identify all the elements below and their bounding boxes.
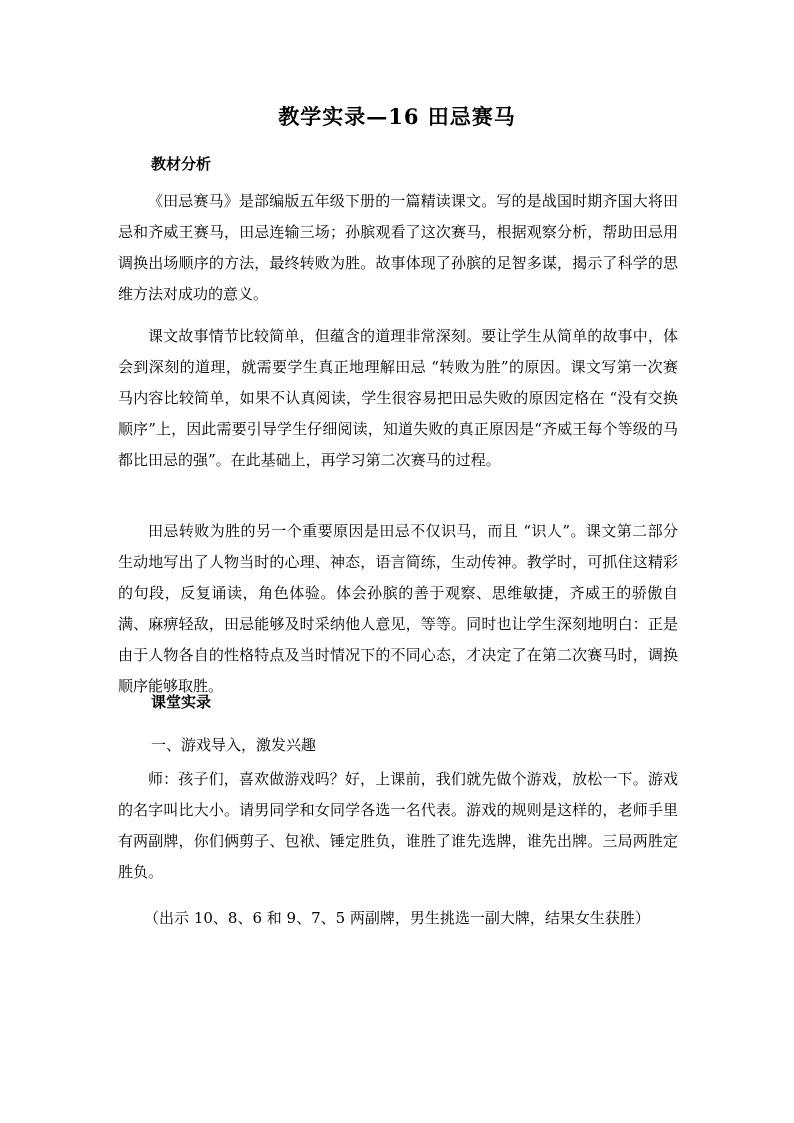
section-heading-analysis: 教材分析: [151, 155, 212, 173]
analysis-paragraph-2: 课文故事情节比较简单，但蕴含的道理非常深刻。要让学生从简单的故事中，体会到深刻的道理，就需要学生真正地理解田忌 “转败为胜”的原因。课文写第一次赛马内容比较简单，如果不认真阅读，学生很容易把田忌失败的原因定格在 “没有交换顺序”上，因此需要引导学生仔细阅读，知道失败的真正原因是“齐威王每个等级的马都比田忌的强”。在此基础上，再学习第二次赛马的过程。: [118, 327, 678, 469]
section-heading-record: 课堂实录: [151, 693, 212, 711]
page-title: 教学实录—16 田忌赛马: [278, 104, 516, 129]
analysis-paragraph-3: 田忌转败为胜的另一个重要原因是田忌不仅识马，而且 “识人”。课文第二部分生动地写出了人物当时的心理、神态，语言简练，生动传神。教学时，可抓住这精彩的句段，反复诵读，角色体验。体会孙膑的善于观察、思维敏捷，齐威王的骄傲自满、麻痹轻敌，田忌能够及时采纳他人意见，等等。同时也让学生深刻地明白：正是由于人物各自的性格特点及当时情况下的不同心态，才决定了在第二次赛马时，调换顺序能够取胜。: [118, 522, 678, 695]
stage-note: （出示 10、8、6 和 9、7、5 两副牌，男生挑选一副大牌，结果女生获胜）: [144, 909, 650, 927]
step-heading-1: 一、游戏导入，激发兴趣: [151, 736, 317, 754]
analysis-paragraph-1: 《田忌赛马》是部编版五年级下册的一篇精读课文。写的是战国时期齐国大将田忌和齐威王赛马，田忌连输三场；孙膑观看了这次赛马，根据观察分析，帮助田忌用调换出场顺序的方法，最终转败为胜。故事体现了孙膑的足智多谋，揭示了科学的思维方法对成功的意义。: [118, 192, 678, 303]
teacher-paragraph: 师：孩子们，喜欢做游戏吗？好，上课前，我们就先做个游戏，放松一下。游戏的名字叫比大小。请男同学和女同学各选一名代表。游戏的规则是这样的，老师手里有两副牌，你们俩剪子、包袱、锤定胜负，谁胜了谁先选牌，谁先出牌。三局两胜定胜负。: [118, 770, 678, 881]
